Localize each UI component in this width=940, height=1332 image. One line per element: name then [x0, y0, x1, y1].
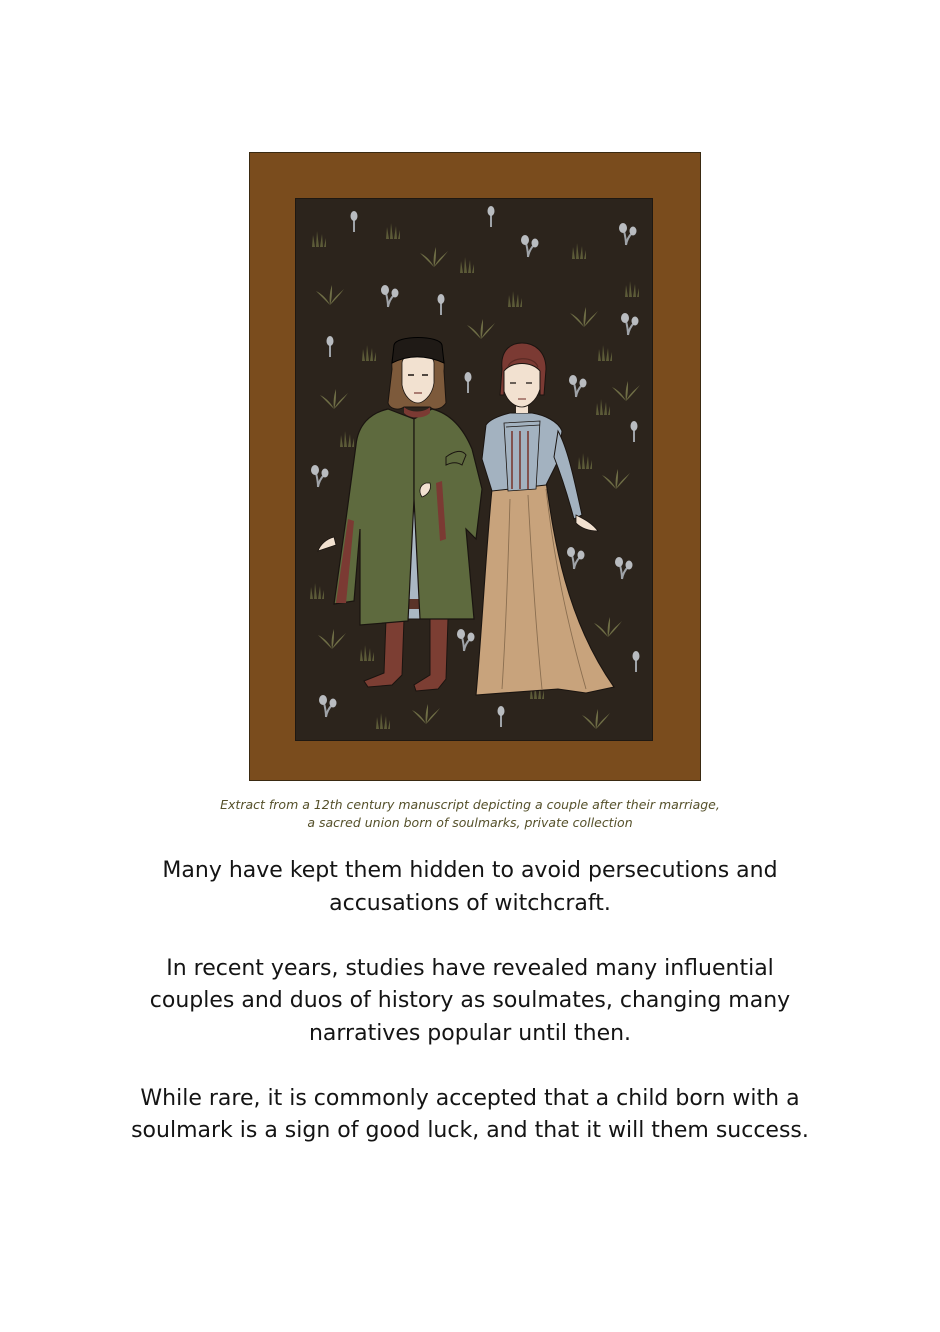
manuscript-illustration — [295, 198, 653, 741]
paragraph-3 — [100, 1083, 840, 1148]
image-caption — [140, 796, 800, 832]
paragraph-2-line-3: narratives popular until then. — [308, 1020, 632, 1046]
body-text — [100, 855, 840, 1180]
manuscript-frame — [249, 152, 701, 781]
caption-line-2: a sacred union born of soulmarks, private collection — [307, 815, 633, 830]
woman-figure-icon — [476, 343, 614, 695]
paragraph-3-line-2: soulmark is a sign of good luck, and that it will them success. — [131, 1118, 809, 1143]
paragraph-3-line-1: While rare, it is commonly accepted that a child born with a — [140, 1085, 800, 1111]
caption-line-1: Extract from a 12th century manuscript depicting a couple after their marriage, — [220, 797, 720, 812]
paragraph-2-line-2: couples and duos of history as soulmates, changing many — [149, 988, 791, 1013]
paragraph-2-line-1: In recent years, studies have revealed many influential — [166, 955, 774, 981]
paragraph-1-line-1: Many have kept them hidden to avoid persecutions and — [162, 858, 778, 883]
paragraph-1 — [100, 855, 840, 920]
man-figure-icon — [318, 338, 482, 692]
couple-illustration — [296, 199, 652, 740]
paragraph-2 — [100, 953, 840, 1051]
paragraph-1-line-2: accusations of witchcraft. — [329, 890, 611, 916]
